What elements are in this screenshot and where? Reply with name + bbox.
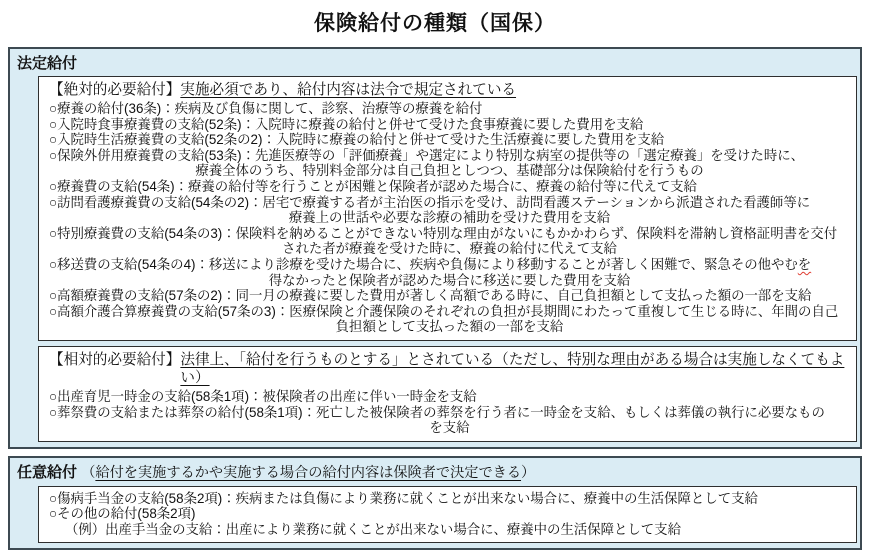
relative-heading-prefix: 【相対的必要給付】 [49, 351, 181, 368]
optional-benefits-section [8, 456, 862, 550]
statutory-section-header [10, 49, 860, 76]
benefit-line: ○葬祭費の支給または葬祭の給付(58条1項)：死亡した被保険者の葬祭を行う者に一時金を支給、もしくは葬儀の執行に必要なもの [49, 404, 825, 420]
optional-heading-paren-open: （ [81, 464, 96, 481]
benefit-line-continuation: 療養上の世話や必要な診療の補助を受けた費用を支給 [288, 210, 611, 226]
absolute-benefits-box [38, 76, 857, 341]
relative-benefits-heading [49, 351, 850, 387]
benefit-line-continuation: 負担額として支払った額の一部を支給 [335, 319, 564, 335]
benefit-line: ○高額介護合算療養費の支給(57条の3)：医療保険と介護保険のそれぞれの負担が長期間にわたって重複して生じる時に、年間の自己 [49, 303, 839, 319]
benefit-line-text: ○移送費の支給(54条の4)：移送により診療を受けた場合に、疾病や負傷により移動することが著しく困難で、緊急その他やむ [49, 256, 798, 272]
statutory-section-label: 法定給付 [17, 55, 78, 72]
optional-heading-text: 給付を実施するかや実施する場合の給付内容は保険者で決定できる [95, 464, 522, 481]
benefit-line: ○その他の給付(58条2項) [49, 506, 196, 522]
benefit-line: ○保険外併用療養費の支給(53条)：先進医療等の「評価療養」や選定により特別な病室の提供等の「選定療養」を受けた時に、 [49, 147, 804, 163]
absolute-heading-text: 実施必須であり、給付内容は法令で規定されている [180, 82, 517, 98]
benefit-line-continuation: 療養全体のうち、特別料金部分は自己負担としつつ、基礎部分は保険給付を行うもの [195, 163, 704, 179]
benefit-line: ○入院時生活療養費の支給(52条の2)：入院時に療養の給付と併せて受けた生活療養に要した費用を支給 [49, 132, 665, 148]
absolute-benefits-heading [49, 81, 850, 99]
benefit-line: ○傷病手当金の支給(58条2項)：疾病または負傷により業務に就くことが出来ない場合に、療養中の生活保障として支給 [49, 490, 758, 506]
optional-heading-paren-close: ） [521, 464, 536, 481]
benefit-line [49, 257, 850, 273]
benefit-line: ○訪問看護療養費の支給(54条の2)：居宅で療養する者が主治医の指示を受け、訪問看護ステーションから派遣された看護師等に [49, 194, 811, 210]
spellcheck-marked-text: を [797, 256, 812, 272]
relative-benefits-box [38, 346, 857, 442]
page-title: 保険給付の種類（国保） [314, 12, 556, 35]
optional-section-label: 任意給付 [17, 463, 78, 481]
benefit-line-continuation: された者が療養を受けた時に、療養の給付に代えて支給 [282, 241, 617, 257]
benefit-line: ○療養費の支給(54条)：療養の給付等を行うことが困難と保険者が認めた場合に、療養の給付等に代えて支給 [49, 178, 697, 194]
benefit-line: ○療養の給付(36条)：疾病及び負傷に関して、診察、治療等の療養を給付 [49, 101, 483, 116]
benefit-line: ○特別療養費の支給(54条の3)：保険料を納めることができない特別な理由がないにもかかわらず、保険料を滞納し資格証明書を交付 [49, 225, 838, 241]
statutory-benefits-section [8, 47, 862, 449]
benefit-line: ○高額療養費の支給(57条の2)：同一月の療養に要した費用が著しく高額である時に、自己負担額として支払った額の一部を支給 [49, 288, 812, 304]
benefit-line: ○入院時食事療養費の支給(52条)：入院時に療養の給付と併せて受けた食事療養に要した費用を支給 [49, 116, 644, 132]
optional-section-header [10, 458, 860, 486]
absolute-heading-prefix: 【絶対的必要給付】 [49, 82, 181, 98]
benefit-line-example: （例）出産手当金の支給：出産により業務に就くことが出来ない場合に、療養中の生活保障として支給 [65, 521, 681, 537]
optional-benefits-box [38, 486, 857, 544]
relative-heading-text: 法律上、「給付を行うものとする」とされている（ただし、特別な理由がある場合は実施しなくてもよい） [180, 351, 845, 386]
benefit-line-continuation: を支給 [429, 420, 470, 436]
benefit-line-continuation: 得なかったと保険者が認めた場合に移送に要した費用を支給 [268, 272, 631, 288]
benefit-line: ○出産育児一時金の支給(58条1項)：被保険者の出産に伴い一時金を支給 [49, 388, 477, 404]
